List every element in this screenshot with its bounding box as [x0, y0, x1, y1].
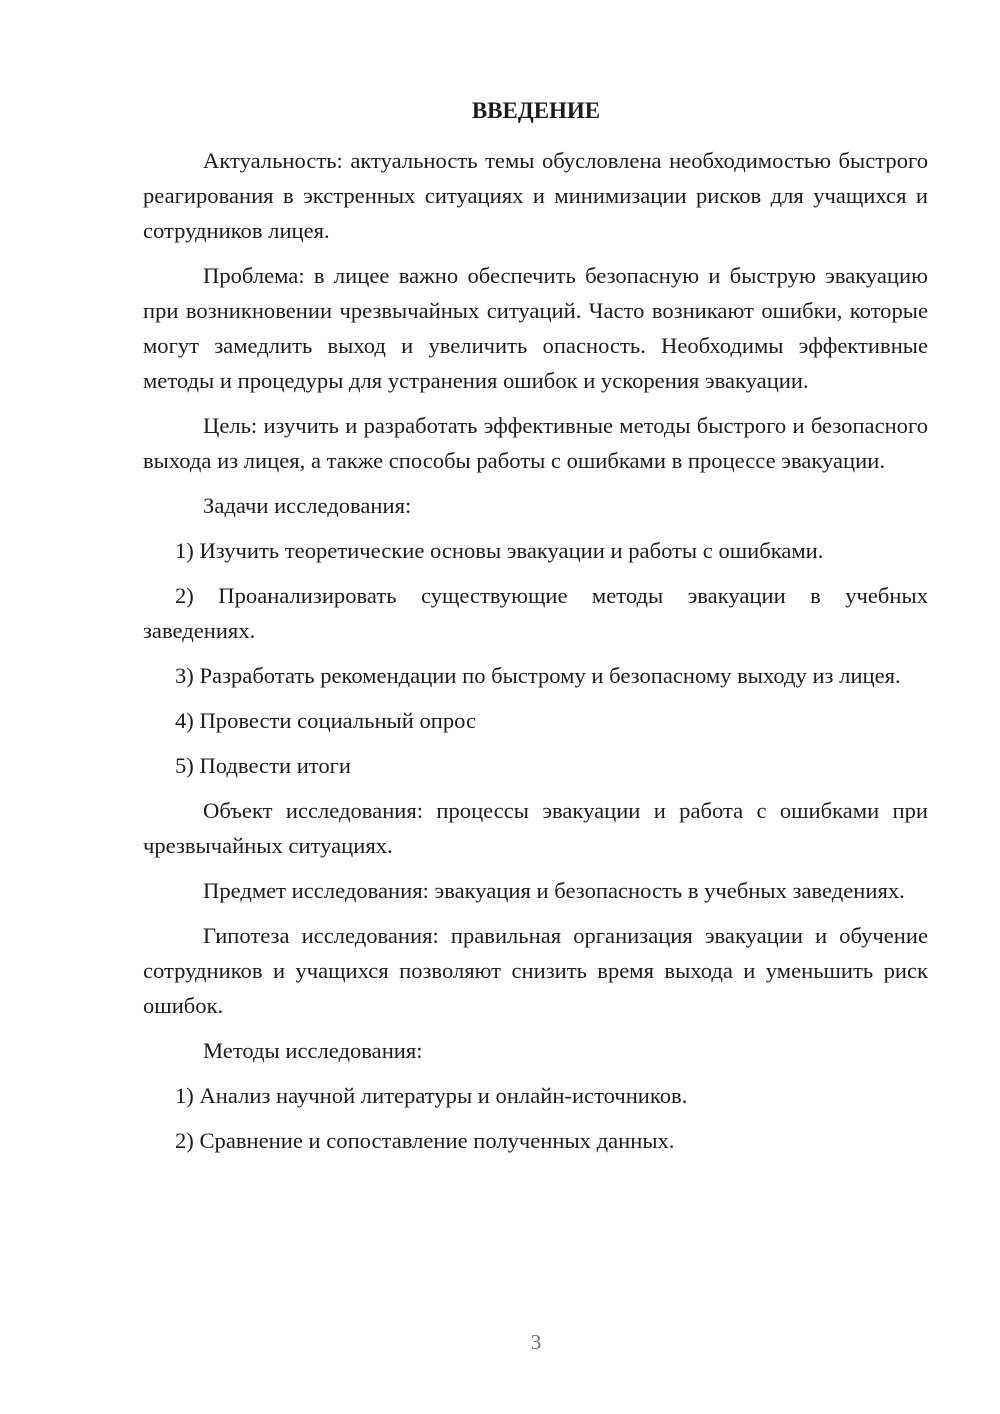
- list-item-task: 5) Подвести итоги: [175, 753, 352, 778]
- document-body: [143, 143, 928, 1168]
- list-item-task: 4) Провести социальный опрос: [175, 708, 477, 733]
- paragraph-problem: Проблема: в лицее важно обеспечить безопасную и быструю эвакуацию при возникновении чрезвычайных ситуаций. Часто возникают ошибки, которые могут замедлить выход и увеличить опасность. Необходимы эффективные методы и процедуры для устранения ошибок и ускорения эвакуации.: [143, 263, 928, 393]
- page-number: 3: [530, 1330, 542, 1354]
- list-item-task: 2) Проанализировать существующие методы эвакуации в учебных заведениях.: [143, 583, 928, 643]
- paragraph-hypothesis: Гипотеза исследования: правильная организация эвакуации и обучение сотрудников и учащихся позволяют снизить время выхода и уменьшить риск ошибок.: [143, 923, 928, 1018]
- paragraph-tasks-heading: Задачи исследования:: [203, 493, 412, 518]
- list-item-task: 1) Изучить теоретические основы эвакуации и работы с ошибками.: [175, 538, 824, 563]
- list-item-task: 3) Разработать рекомендации по быстрому и безопасному выходу из лицея.: [175, 663, 901, 688]
- paragraph-methods-heading: Методы исследования:: [203, 1038, 423, 1063]
- list-item-method: 1) Анализ научной литературы и онлайн-источников.: [175, 1083, 688, 1108]
- paragraph-goal: Цель: изучить и разработать эффективные методы быстрого и безопасного выхода из лицея, а также способы работы с ошибками в процессе эвакуации.: [143, 413, 928, 473]
- list-item-method: 2) Сравнение и сопоставление полученных данных.: [175, 1128, 675, 1153]
- paragraph-relevance: Актуальность: актуальность темы обусловлена необходимостью быстрого реагирования в экстренных ситуациях и минимизации рисков для учащихся и сотрудников лицея.: [143, 148, 928, 243]
- paragraph-subject: Предмет исследования: эвакуация и безопасность в учебных заведениях.: [203, 878, 905, 903]
- page-title: ВВЕДЕНИЕ: [471, 98, 601, 123]
- paragraph-object: Объект исследования: процессы эвакуации и работа с ошибками при чрезвычайных ситуациях.: [143, 798, 928, 858]
